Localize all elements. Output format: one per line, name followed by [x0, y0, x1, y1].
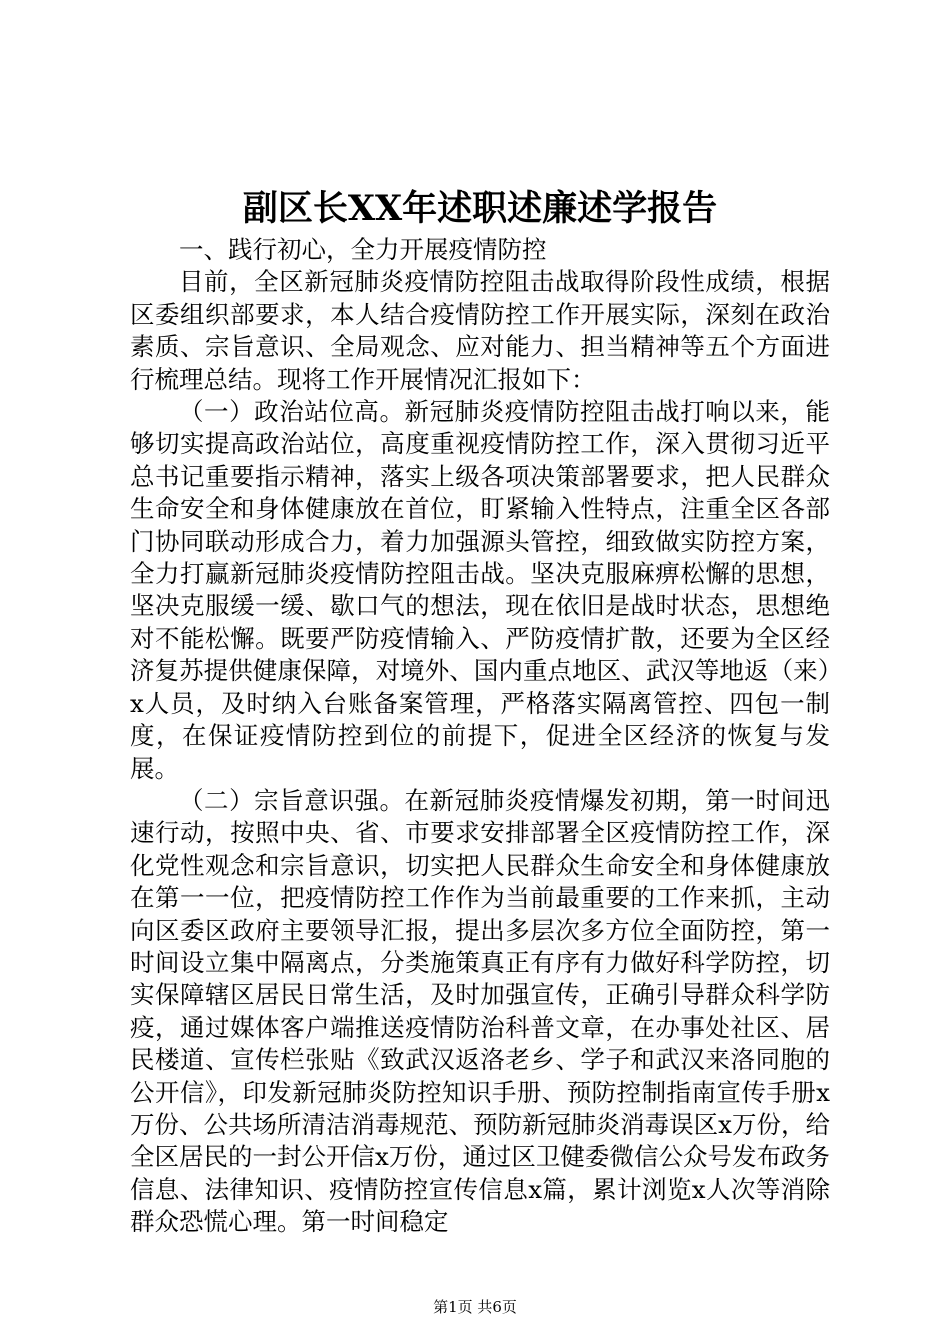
document-title: 副区长XX年述职述廉述学报告	[242, 188, 718, 229]
section-heading: 一、践行初心，全力开展疫情防控	[179, 235, 547, 264]
body-paragraph: （一）政治站位高。新冠肺炎疫情防控阻击战打响以来，能够切实提高政治站位，高度重视疫情防控工作，深入贯彻习近平总书记重要指示精神，落实上级各项决策部署要求，把人民群众生命安全和身体健康放在首位，盯紧输入性特点，注重全区各部门协同联动形成合力，着力加强源头管控，细致做实防控方案，全力打赢新冠肺炎疫情防控阻击战。坚决克服麻痹松懈的思想，坚决克服缓一缓、歇口气的想法，现在依旧是战时状态，思想绝对不能松懈。既要严防疫情输入、严防疫情扩散，还要为全区经济复苏提供健康保障，对境外、国内重点地区、武汉等地返（来）x人员，及时纳入台账备案管理，严格落实隔离管控、四包一制度，在保证疫情防控到位的前提下，促进全区经济的恢复与发展。	[130, 397, 830, 783]
body-paragraph: 目前，全区新冠肺炎疫情防控阻击战取得阶段性成绩，根据区委组织部要求，本人结合疫情防控工作开展实际，深刻在政治素质、宗旨意识、全局观念、应对能力、担当精神等五个方面进行梳理总结。现将工作开展情况汇报如下：	[130, 267, 830, 394]
body-paragraph: （二）宗旨意识强。在新冠肺炎疫情爆发初期，第一时间迅速行动，按照中央、省、市要求安排部署全区疫情防控工作，深化党性观念和宗旨意识，切实把人民群众生命安全和身体健康放在第一一位，把疫情防控工作作为当前最重要的工作来抓，主动向区委区政府主要领导汇报，提出多层次多方位全面防控，第一时间设立集中隔离点，分类施策真正有序有力做好科学防控，切实保障辖区居民日常生活，及时加强宣传，正确引导群众科学防疫，通过媒体客户端推送疫情防治科普文章，在办事处社区、居民楼道、宣传栏张贴《致武汉返洛老乡、学子和武汉来洛同胞的公开信》，印发新冠肺炎防控知识手册、预防控制指南宣传手册x万份、公共场所清洁消毒规范、预防新冠肺炎消毒误区x万份，给全区居民的一封公开信x万份，通过区卫健委微信公众号发布政务信息、法律知识、疫情防控宣传信息x篇，累计浏览x人次等消除群众恐慌心理。第一时间稳定	[130, 785, 830, 1237]
page-number-footer: 第1页 共6页	[433, 1298, 517, 1316]
document-body	[130, 234, 830, 1239]
